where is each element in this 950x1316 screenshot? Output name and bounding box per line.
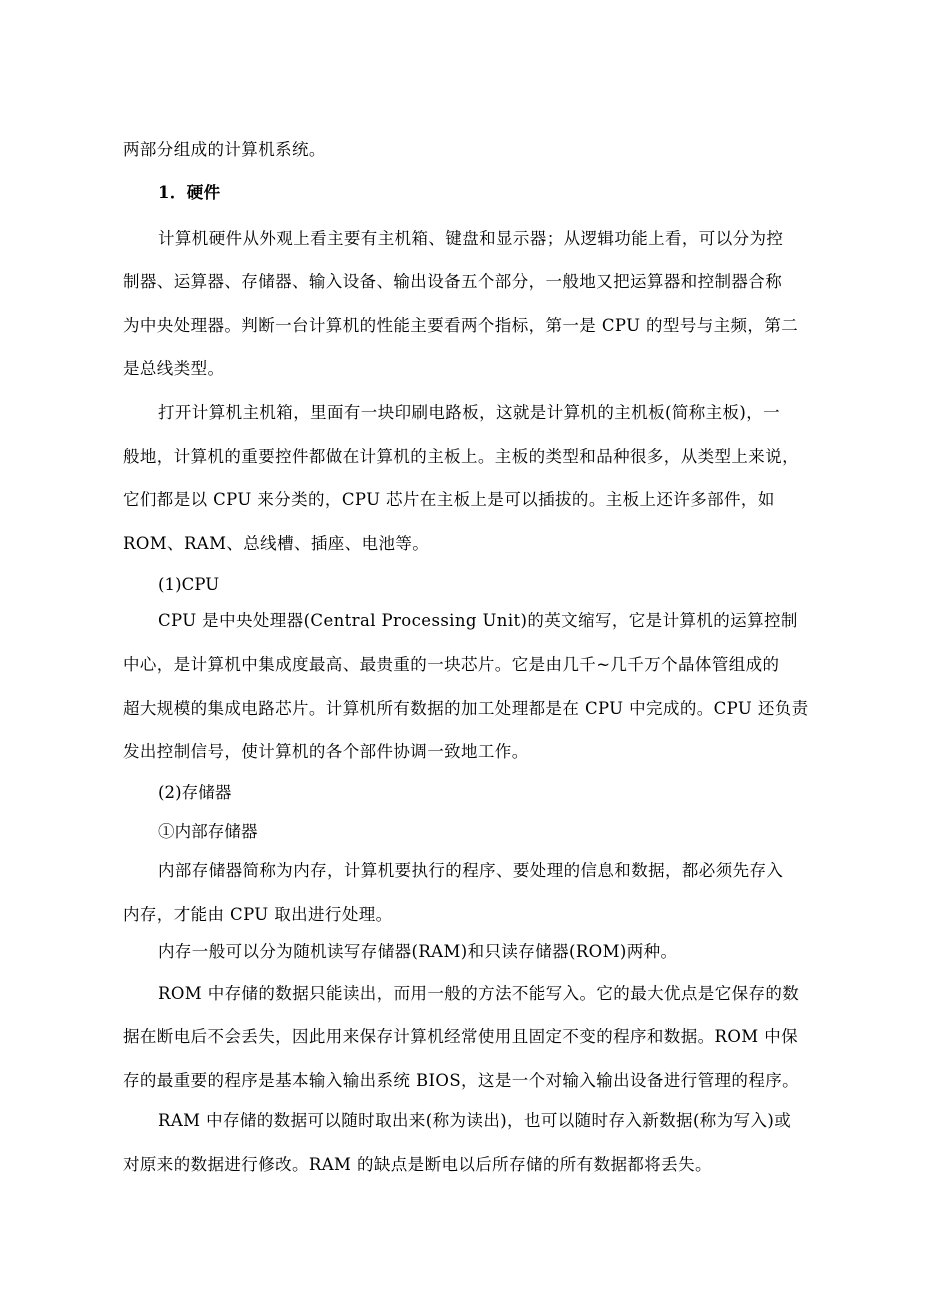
- item-heading-internal-memory: ①内部存储器: [158, 822, 258, 841]
- text-line: 为中央处理器。判断一台计算机的性能主要看两个指标，第一是 CPU 的型号与主频，第二: [123, 316, 799, 335]
- text-line: 制器、运算器、存储器、输入设备、输出设备五个部分，一般地又把运算器和控制器合称: [123, 272, 783, 291]
- text-line: ROM、RAM、总线槽、插座、电池等。: [123, 534, 430, 553]
- paragraph-memory-types: 内存一般可以分为随机读写存储器(RAM)和只读存储器(ROM)两种。: [158, 942, 678, 961]
- text-line: 发出控制信号，使计算机的各个部件协调一致地工作。: [123, 742, 529, 761]
- text-line: 它们都是以 CPU 来分类的，CPU 芯片在主板上是可以插拔的。主板上还许多部件，如: [123, 490, 775, 509]
- item-heading-cpu: (1)CPU: [158, 575, 220, 594]
- text-line: RAM 中存储的数据可以随时取出来(称为读出)，也可以随时存入新数据(称为写入)或: [158, 1111, 792, 1130]
- text-line: 般地，计算机的重要控件都做在计算机的主板上。主板的类型和品种很多，从类型上来说，: [123, 447, 799, 466]
- text-line: 内存，才能由 CPU 取出进行处理。: [123, 905, 393, 924]
- text-line: 据在断电后不会丢失，因此用来保存计算机经常使用且固定不变的程序和数据。ROM 中保: [123, 1027, 798, 1046]
- item-heading-storage: (2)存储器: [158, 783, 232, 802]
- text-line: 超大规模的集成电路芯片。计算机所有数据的加工处理都是在 CPU 中完成的。CPU 还负责: [123, 699, 809, 718]
- text-line: 对原来的数据进行修改。RAM 的缺点是断电以后所存储的所有数据都将丢失。: [123, 1155, 712, 1174]
- opening-line: 两部分组成的计算机系统。: [123, 140, 326, 159]
- text-line: 内部存储器简称为内存，计算机要执行的程序、要处理的信息和数据，都必须先存入: [158, 861, 784, 880]
- text-line: 中心，是计算机中集成度最高、最贵重的一块芯片。它是由几千~几千万个晶体管组成的: [123, 655, 780, 674]
- text-line: CPU 是中央处理器(Central Processing Unit)的英文缩写，它是计算机的运算控制: [158, 611, 798, 630]
- text-line: 打开计算机主机箱，里面有一块印刷电路板，这就是计算机的主机板(简称主板)，一: [158, 403, 781, 422]
- text-line: 是总线类型。: [123, 359, 225, 378]
- text-line: 存的最重要的程序是基本输入输出系统 BIOS，这是一个对输入输出设备进行管理的程序。: [123, 1071, 800, 1090]
- section-title-hardware: 1．硬件: [158, 183, 221, 202]
- text-line: 计算机硬件从外观上看主要有主机箱、键盘和显示器；从逻辑功能上看，可以分为控: [158, 229, 784, 248]
- text-line: ROM 中存储的数据只能读出，而用一般的方法不能写入。它的最大优点是它保存的数: [158, 984, 800, 1003]
